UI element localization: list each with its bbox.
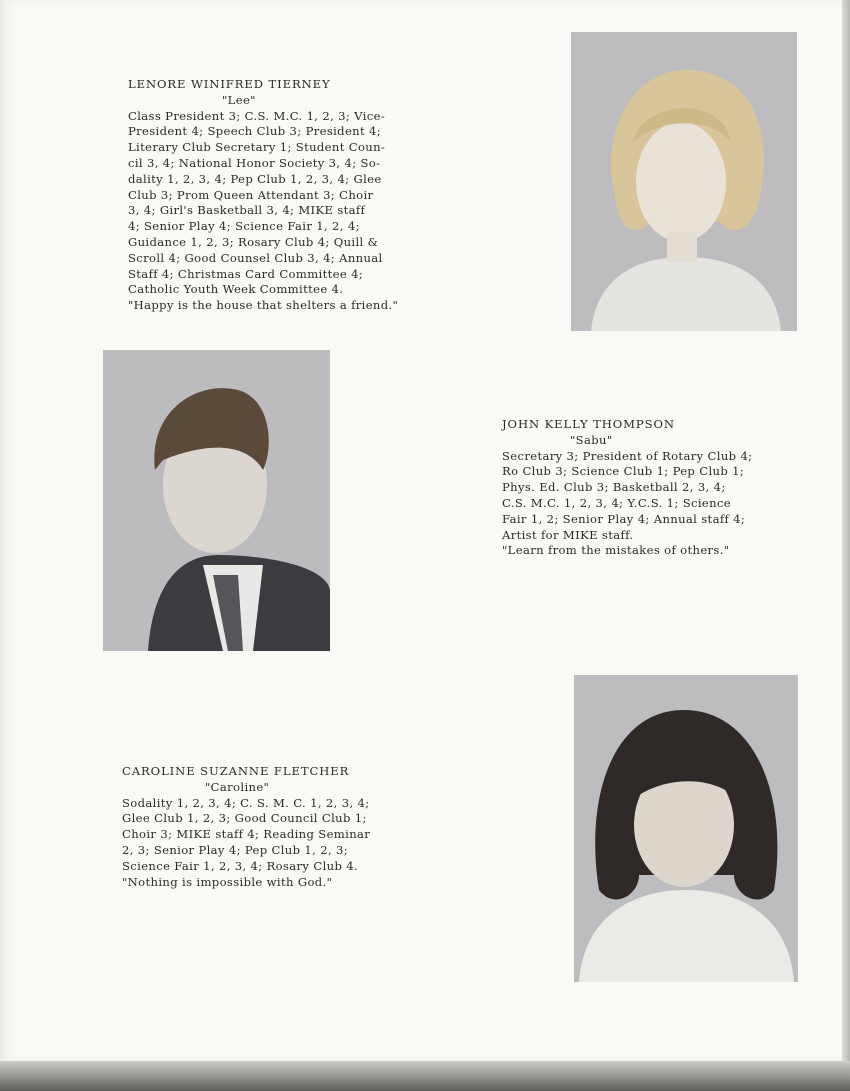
- activity-line: dality 1, 2, 3, 4; Pep Club 1, 2, 3, 4; Glee: [128, 171, 382, 186]
- activity-line: Ro Club 3; Science Club 1; Pep Club 1;: [502, 464, 745, 479]
- activity-line: C.S. M.C. 1, 2, 3, 4; Y.C.S. 1; Science: [502, 495, 731, 510]
- page-edge-bottom: [0, 1061, 850, 1091]
- student-nickname: "Sabu": [570, 432, 613, 447]
- portrait-photo-tierney: [571, 32, 797, 331]
- activity-line: Guidance 1, 2, 3; Rosary Club 4; Quill &: [128, 234, 379, 249]
- activity-line: Sodality 1, 2, 3, 4; C. S. M. C. 1, 2, 3, 4;: [122, 795, 370, 810]
- student-nickname: "Lee": [222, 92, 256, 107]
- activity-line: Class President 3; C.S. M.C. 1, 2, 3; Vice-: [128, 108, 386, 123]
- activity-line: Choir 3; MIKE staff 4; Reading Seminar: [122, 827, 371, 842]
- activity-line: President 4; Speech Club 3; President 4;: [128, 124, 382, 139]
- page-edge-right: [842, 0, 850, 1091]
- student-nickname: "Caroline": [205, 779, 270, 794]
- bio-tierney: [128, 77, 398, 314]
- portrait-photo-thompson: [103, 350, 330, 651]
- activity-line: Catholic Youth Week Committee 4.: [128, 282, 344, 297]
- activity-line: Club 3; Prom Queen Attendant 3; Choir: [128, 187, 374, 202]
- bio-thompson: [502, 417, 752, 559]
- activity-line: Literary Club Secretary 1; Student Coun-: [128, 140, 386, 155]
- activity-line: Scroll 4; Good Counsel Club 3, 4; Annual: [128, 250, 383, 265]
- student-quote: "Nothing is impossible with God.": [122, 874, 333, 889]
- student-quote: "Happy is the house that shelters a friend.": [128, 298, 399, 313]
- portrait-photo-fletcher: [574, 675, 798, 982]
- student-name: LENORE WINIFRED TIERNEY: [128, 77, 331, 91]
- student-quote: "Learn from the mistakes of others.": [502, 543, 730, 558]
- activity-line: Glee Club 1, 2, 3; Good Council Club 1;: [122, 811, 367, 826]
- activity-line: Staff 4; Christmas Card Committee 4;: [128, 266, 364, 281]
- activity-line: cil 3, 4; National Honor Society 3, 4; So-: [128, 155, 381, 170]
- student-name: JOHN KELLY THOMPSON: [502, 417, 675, 431]
- bio-fletcher: [122, 764, 370, 890]
- activity-line: 4; Senior Play 4; Science Fair 1, 2, 4;: [128, 219, 360, 234]
- activity-line: Phys. Ed. Club 3; Basketball 2, 3, 4;: [502, 480, 726, 495]
- activity-line: Secretary 3; President of Rotary Club 4;: [502, 448, 753, 463]
- activity-line: 2, 3; Senior Play 4; Pep Club 1, 2, 3;: [122, 842, 349, 857]
- student-name: CAROLINE SUZANNE FLETCHER: [122, 764, 350, 778]
- activity-line: 3, 4; Girl's Basketball 3, 4; MIKE staff: [128, 203, 366, 218]
- activity-line: Artist for MIKE staff.: [502, 527, 634, 542]
- activity-line: Science Fair 1, 2, 3, 4; Rosary Club 4.: [122, 858, 359, 873]
- activity-line: Fair 1, 2; Senior Play 4; Annual staff 4;: [502, 511, 746, 526]
